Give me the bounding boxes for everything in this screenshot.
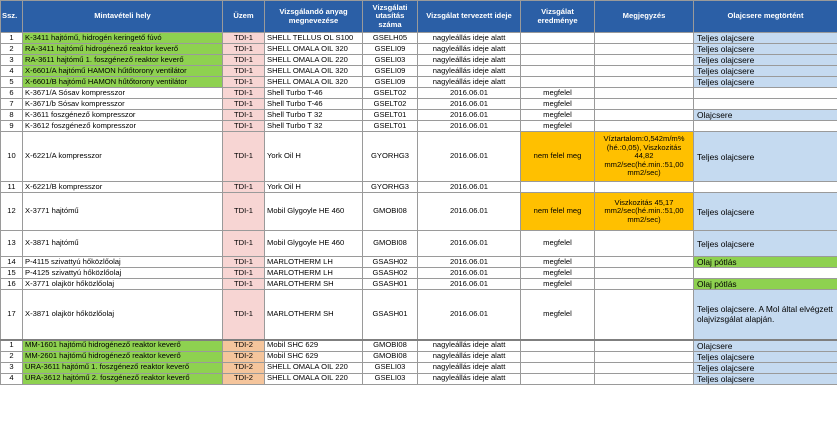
cell-note[interactable]	[595, 290, 694, 340]
cell-num[interactable]: 5	[1, 77, 23, 88]
cell-code[interactable]: GSELI09	[363, 66, 418, 77]
cell-plant[interactable]: TDI-1	[223, 88, 265, 99]
cell-result[interactable]: megfelel	[521, 257, 595, 268]
cell-num[interactable]: 10	[1, 132, 23, 182]
cell-num[interactable]: 3	[1, 362, 23, 373]
cell-oilchange[interactable]: Teljes olajcsere	[694, 66, 837, 77]
cell-note[interactable]	[595, 99, 694, 110]
cell-date[interactable]: nagyleállás ideje alatt	[418, 77, 521, 88]
cell-result[interactable]: megfelel	[521, 99, 595, 110]
cell-code[interactable]: GSELT02	[363, 99, 418, 110]
cell-code[interactable]: GMOBI08	[363, 193, 418, 231]
cell-result[interactable]	[521, 77, 595, 88]
cell-material[interactable]: SHELL OMALA OIL 320	[265, 44, 363, 55]
cell-oilchange[interactable]: Teljes olajcsere	[694, 55, 837, 66]
cell-plant[interactable]: TDI-1	[223, 193, 265, 231]
header-num: Ssz.	[1, 1, 23, 33]
cell-date[interactable]: nagyleállás ideje alatt	[418, 66, 521, 77]
cell-date[interactable]: 2016.06.01	[418, 279, 521, 290]
table-row	[1, 193, 837, 231]
header-code: Vizsgálati utasítás száma	[363, 1, 418, 33]
cell-num[interactable]: 9	[1, 121, 23, 132]
cell-note[interactable]	[595, 121, 694, 132]
table-row	[1, 182, 837, 193]
table-row	[1, 290, 837, 340]
header-material: Vizsgálandó anyag megnevezése	[265, 1, 363, 33]
cell-location[interactable]: P-4125 szivattyú hőközlőolaj	[23, 268, 223, 279]
cell-num[interactable]: 1	[1, 340, 23, 352]
cell-plant[interactable]: TDI-1	[223, 257, 265, 268]
header-location: Mintavételi hely	[23, 1, 223, 33]
cell-num[interactable]: 1	[1, 33, 23, 44]
cell-num[interactable]: 13	[1, 231, 23, 257]
cell-num[interactable]: 16	[1, 279, 23, 290]
cell-num[interactable]: 3	[1, 55, 23, 66]
cell-location[interactable]: K-3611 foszgénező kompresszor	[23, 110, 223, 121]
cell-location[interactable]: X-3771 hajtómű	[23, 193, 223, 231]
table-row	[1, 88, 837, 99]
cell-material[interactable]: MARLOTHERM LH	[265, 268, 363, 279]
cell-location[interactable]: RA-3411 hajtómű hidrogénező reaktor keverő	[23, 44, 223, 55]
header-plant: Üzem	[223, 1, 265, 33]
cell-date[interactable]: 2016.06.01	[418, 132, 521, 182]
cell-material[interactable]: SHELL OMALA OIL 220	[265, 362, 363, 373]
cell-result[interactable]: megfelel	[521, 279, 595, 290]
cell-num[interactable]: 17	[1, 290, 23, 340]
cell-date[interactable]: 2016.06.01	[418, 88, 521, 99]
cell-note[interactable]	[595, 362, 694, 373]
cell-material[interactable]: MARLOTHERM SH	[265, 279, 363, 290]
cell-note[interactable]	[595, 110, 694, 121]
cell-location[interactable]: X-3871 hajtómű	[23, 231, 223, 257]
cell-location[interactable]: URA-3612 hajtómű 2. foszgénező reaktor keverő	[23, 373, 223, 384]
cell-material[interactable]: Mobil SHC 629	[265, 340, 363, 352]
cell-num[interactable]: 4	[1, 373, 23, 384]
cell-code[interactable]: GSASH01	[363, 279, 418, 290]
cell-oilchange[interactable]: Teljes olajcsere	[694, 362, 837, 373]
cell-plant[interactable]: TDI-1	[223, 33, 265, 44]
cell-oilchange[interactable]: Olajcsere	[694, 110, 837, 121]
cell-note[interactable]	[595, 373, 694, 384]
cell-note[interactable]: Víztartalom:0,542m/m%(hé.:0,05), Viszkozitás 44,82 mm2/sec(hé.min.:51,00 mm2/sec)	[595, 132, 694, 182]
cell-code[interactable]: GMOBI08	[363, 231, 418, 257]
cell-oilchange[interactable]: Teljes olajcsere	[694, 44, 837, 55]
table-row	[1, 373, 837, 384]
cell-oilchange[interactable]: Teljes olajcsere	[694, 351, 837, 362]
table-row	[1, 66, 837, 77]
cell-plant[interactable]: TDI-1	[223, 44, 265, 55]
cell-plant[interactable]: TDI-1	[223, 231, 265, 257]
table-row	[1, 44, 837, 55]
cell-location[interactable]: RA-3611 hajtómű 1. foszgénező reaktor keverő	[23, 55, 223, 66]
cell-code[interactable]: GSELI03	[363, 362, 418, 373]
cell-result[interactable]	[521, 340, 595, 352]
cell-result[interactable]	[521, 373, 595, 384]
cell-plant[interactable]: TDI-2	[223, 340, 265, 352]
cell-code[interactable]: GYORHG3	[363, 182, 418, 193]
cell-plant[interactable]: TDI-1	[223, 268, 265, 279]
cell-note[interactable]	[595, 351, 694, 362]
table-row	[1, 279, 837, 290]
cell-date[interactable]: 2016.06.01	[418, 231, 521, 257]
cell-result[interactable]	[521, 182, 595, 193]
cell-date[interactable]: 2016.06.01	[418, 290, 521, 340]
table-row	[1, 55, 837, 66]
cell-location[interactable]: X-3771 olajkör hőközlőolaj	[23, 279, 223, 290]
cell-note[interactable]	[595, 66, 694, 77]
table-row	[1, 231, 837, 257]
cell-oilchange[interactable]	[694, 268, 837, 279]
cell-plant[interactable]: TDI-2	[223, 373, 265, 384]
cell-plant[interactable]: TDI-1	[223, 99, 265, 110]
cell-num[interactable]: 14	[1, 257, 23, 268]
table-row	[1, 257, 837, 268]
cell-code[interactable]: GSELI03	[363, 55, 418, 66]
cell-result[interactable]: megfelel	[521, 121, 595, 132]
cell-material[interactable]: Shell Turbo T 32	[265, 110, 363, 121]
cell-code[interactable]: GSELI09	[363, 77, 418, 88]
cell-date[interactable]: nagyleállás ideje alatt	[418, 33, 521, 44]
cell-oilchange[interactable]	[694, 182, 837, 193]
cell-num[interactable]: 8	[1, 110, 23, 121]
cell-date[interactable]: 2016.06.01	[418, 257, 521, 268]
cell-plant[interactable]: TDI-1	[223, 132, 265, 182]
cell-oilchange[interactable]: Teljes olajcsere	[694, 231, 837, 257]
cell-note[interactable]	[595, 33, 694, 44]
cell-location[interactable]: MM-2601 hajtómű hidrogénező reaktor keverő	[23, 351, 223, 362]
cell-plant[interactable]: TDI-1	[223, 182, 265, 193]
cell-location[interactable]: MM-1601 hajtómű hidrogénező reaktor keverő	[23, 340, 223, 352]
cell-date[interactable]: 2016.06.01	[418, 110, 521, 121]
cell-num[interactable]: 2	[1, 44, 23, 55]
cell-date[interactable]: 2016.06.01	[418, 268, 521, 279]
cell-date[interactable]: nagyleállás ideje alatt	[418, 44, 521, 55]
cell-material[interactable]: SHELL TELLUS OL S100	[265, 33, 363, 44]
cell-location[interactable]: K-3671/b Sósav kompresszor	[23, 99, 223, 110]
cell-note[interactable]	[595, 231, 694, 257]
cell-material[interactable]: York Oil H	[265, 182, 363, 193]
cell-date[interactable]: nagyleállás ideje alatt	[418, 340, 521, 352]
cell-location[interactable]: P-4115 szivattyú hőközlőolaj	[23, 257, 223, 268]
cell-code[interactable]: GMOBI08	[363, 351, 418, 362]
table-row	[1, 268, 837, 279]
cell-plant[interactable]: TDI-1	[223, 77, 265, 88]
cell-location[interactable]: X-6221/B kompresszor	[23, 182, 223, 193]
cell-code[interactable]: GSASH02	[363, 268, 418, 279]
cell-code[interactable]: GSELI03	[363, 373, 418, 384]
cell-note[interactable]	[595, 77, 694, 88]
cell-plant[interactable]: TDI-1	[223, 279, 265, 290]
cell-plant[interactable]: TDI-1	[223, 290, 265, 340]
cell-material[interactable]: Mobil Glygoyle HE 460	[265, 193, 363, 231]
header-oilchange: Olajcsere megtörtént	[694, 1, 837, 33]
cell-code[interactable]: GSASH02	[363, 257, 418, 268]
cell-note[interactable]	[595, 257, 694, 268]
cell-note[interactable]	[595, 182, 694, 193]
cell-code[interactable]: GSELT02	[363, 88, 418, 99]
cell-material[interactable]: MARLOTHERM LH	[265, 257, 363, 268]
cell-code[interactable]: GSELT01	[363, 121, 418, 132]
cell-oilchange[interactable]: Teljes olajcsere. A Mol által elvégzett olajvizsgálat alapján.	[694, 290, 837, 340]
cell-location[interactable]: X-6601/B hajtómű HAMON hűtőtorony ventilátor	[23, 77, 223, 88]
cell-result[interactable]: megfelel	[521, 268, 595, 279]
cell-oilchange[interactable]	[694, 99, 837, 110]
table-row	[1, 77, 837, 88]
cell-num[interactable]: 15	[1, 268, 23, 279]
cell-material[interactable]: MARLOTHERM SH	[265, 290, 363, 340]
cell-note[interactable]: Viszkozitás 45,17 mm2/sec(hé.min.:51,00 mm2/sec)	[595, 193, 694, 231]
table-row	[1, 33, 837, 44]
cell-date[interactable]: 2016.06.01	[418, 182, 521, 193]
cell-location[interactable]: URA-3611 hajtómű 1. foszgénező reaktor keverő	[23, 362, 223, 373]
cell-oilchange[interactable]	[694, 121, 837, 132]
cell-result[interactable]: megfelel	[521, 110, 595, 121]
cell-result[interactable]	[521, 55, 595, 66]
cell-plant[interactable]: TDI-1	[223, 66, 265, 77]
cell-location[interactable]: X-6221/A kompresszor	[23, 132, 223, 182]
cell-result[interactable]	[521, 44, 595, 55]
cell-plant[interactable]: TDI-1	[223, 110, 265, 121]
cell-num[interactable]: 12	[1, 193, 23, 231]
table-row	[1, 99, 837, 110]
cell-oilchange[interactable]: Teljes olajcsere	[694, 132, 837, 182]
cell-note[interactable]	[595, 55, 694, 66]
cell-date[interactable]: nagyleállás ideje alatt	[418, 351, 521, 362]
table-row	[1, 110, 837, 121]
cell-date[interactable]: nagyleállás ideje alatt	[418, 362, 521, 373]
cell-date[interactable]: 2016.06.01	[418, 121, 521, 132]
header-note: Megjegyzés	[595, 1, 694, 33]
cell-code[interactable]: GMOBI08	[363, 340, 418, 352]
cell-material[interactable]: Shell Turbo T-46	[265, 88, 363, 99]
cell-oilchange[interactable]: Teljes olajcsere	[694, 33, 837, 44]
cell-date[interactable]: 2016.06.01	[418, 193, 521, 231]
cell-material[interactable]: Shell Turbo T 32	[265, 121, 363, 132]
cell-plant[interactable]: TDI-1	[223, 55, 265, 66]
cell-oilchange[interactable]: Olaj pótlás	[694, 279, 837, 290]
cell-result[interactable]: megfelel	[521, 231, 595, 257]
cell-note[interactable]	[595, 268, 694, 279]
cell-code[interactable]: GSELH05	[363, 33, 418, 44]
cell-location[interactable]: X-6601/A hajtómű HAMON hűtőtorony ventilátor	[23, 66, 223, 77]
cell-material[interactable]: Shell Turbo T-46	[265, 99, 363, 110]
cell-result[interactable]	[521, 362, 595, 373]
cell-result[interactable]	[521, 351, 595, 362]
cell-material[interactable]: Mobil Glygoyle HE 460	[265, 231, 363, 257]
cell-note[interactable]	[595, 340, 694, 352]
cell-date[interactable]: 2016.06.01	[418, 99, 521, 110]
cell-result[interactable]: megfelel	[521, 88, 595, 99]
header-result: Vizsgálat eredménye	[521, 1, 595, 33]
header-row	[1, 1, 837, 33]
cell-material[interactable]: SHELL OMALA OIL 320	[265, 66, 363, 77]
cell-num[interactable]: 2	[1, 351, 23, 362]
cell-oilchange[interactable]: Olajcsere	[694, 340, 837, 352]
cell-code[interactable]: GSELT01	[363, 110, 418, 121]
cell-num[interactable]: 4	[1, 66, 23, 77]
cell-result[interactable]: nem felel meg	[521, 193, 595, 231]
cell-plant[interactable]: TDI-1	[223, 121, 265, 132]
cell-date[interactable]: nagyleállás ideje alatt	[418, 55, 521, 66]
cell-location[interactable]: K-3612 foszgénező kompresszor	[23, 121, 223, 132]
cell-material[interactable]: SHELL OMALA OIL 220	[265, 55, 363, 66]
cell-plant[interactable]: TDI-2	[223, 362, 265, 373]
cell-location[interactable]: X-3871 olajkör hőközlőolaj	[23, 290, 223, 340]
cell-plant[interactable]: TDI-2	[223, 351, 265, 362]
table-row	[1, 340, 837, 352]
cell-material[interactable]: SHELL OMALA OIL 320	[265, 77, 363, 88]
cell-date[interactable]: nagyleállás ideje alatt	[418, 373, 521, 384]
cell-result[interactable]	[521, 33, 595, 44]
cell-location[interactable]: K-3411 hajtómű, hidrogén keringető fúvó	[23, 33, 223, 44]
cell-code[interactable]: GSELI09	[363, 44, 418, 55]
cell-result[interactable]: nem felel meg	[521, 132, 595, 182]
cell-code[interactable]: GYORHG3	[363, 132, 418, 182]
table-row	[1, 351, 837, 362]
table-row	[1, 132, 837, 182]
cell-oilchange[interactable]: Olaj pótlás	[694, 257, 837, 268]
cell-result[interactable]	[521, 66, 595, 77]
cell-result[interactable]: megfelel	[521, 290, 595, 340]
header-date: Vizsgálat tervezett ideje	[418, 1, 521, 33]
cell-code[interactable]: GSASH01	[363, 290, 418, 340]
cell-num[interactable]: 7	[1, 99, 23, 110]
cell-note[interactable]	[595, 44, 694, 55]
table-row	[1, 362, 837, 373]
cell-oilchange[interactable]: Teljes olajcsere	[694, 77, 837, 88]
cell-material[interactable]: York Oil H	[265, 132, 363, 182]
cell-oilchange[interactable]: Teljes olajcsere	[694, 373, 837, 384]
cell-num[interactable]: 11	[1, 182, 23, 193]
cell-note[interactable]	[595, 88, 694, 99]
cell-num[interactable]: 6	[1, 88, 23, 99]
table-row	[1, 121, 837, 132]
cell-material[interactable]: SHELL OMALA OIL 220	[265, 373, 363, 384]
cell-note[interactable]	[595, 279, 694, 290]
cell-location[interactable]: K-3671/A Sósav kompresszor	[23, 88, 223, 99]
cell-oilchange[interactable]	[694, 88, 837, 99]
cell-material[interactable]: Mobil SHC 629	[265, 351, 363, 362]
cell-oilchange[interactable]: Teljes olajcsere	[694, 193, 837, 231]
